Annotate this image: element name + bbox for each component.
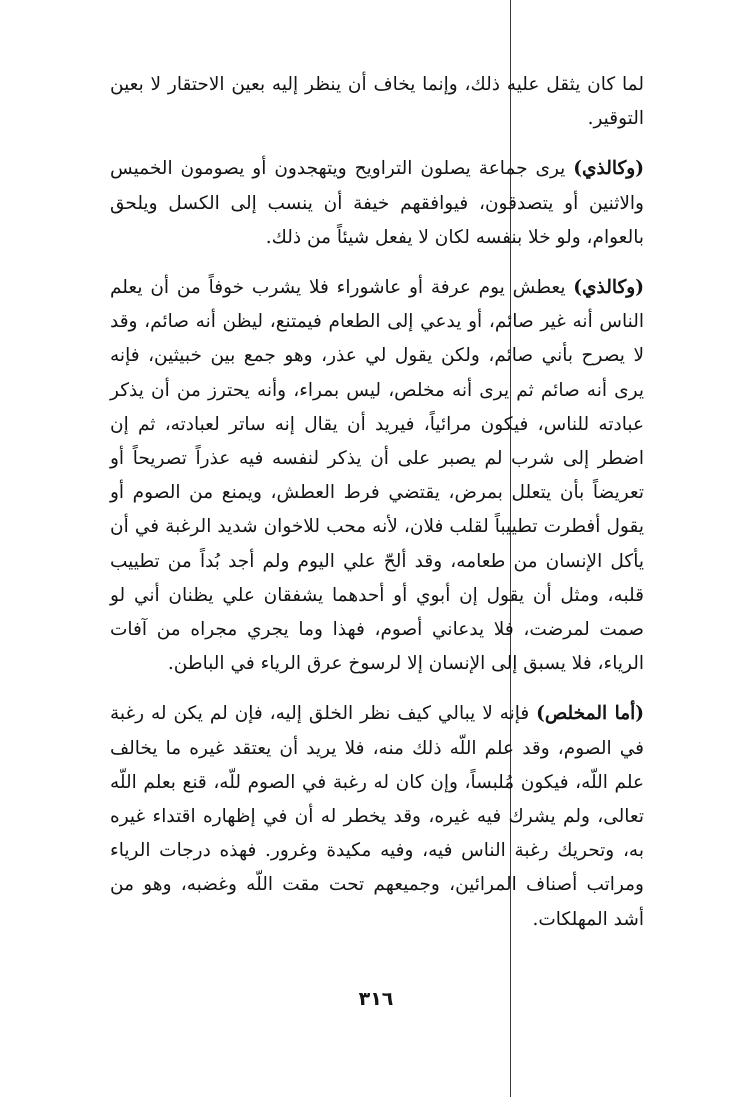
- page-number: ٣١٦: [358, 988, 394, 1010]
- paragraph-1: [110, 68, 644, 136]
- body-text: [110, 68, 644, 953]
- paragraph-3-text: يعطش يوم عرفة أو عاشوراء فلا يشرب خوفاً من أن يعلم الناس أنه غير صائم، أو يدعي إلى الطعام فيمتنع، ليظن أنه صائم، وقد لا يصرح بأني صائم، ولكن يقول لي عذر، وهو جمع بين خبيثين، فإنه يرى أنه صائم ثم يرى أنه مخلص، ليس بمراء، وأنه يحترز من أن يذكر عبادته للناس، فيكون مرائياً، فيريد أن يقال إنه ساتر لعبادته، ثم إن اضطر إلى شرب لم يصبر على أن يذكر لنفسه فيه عذراً تصريحاً أو تعريضاً بأن يتعلل بمرض، يقتضي فرط العطش، ويمنع من الصوم أو يقول أفطرت تطييباً لقلب فلان، لأنه محب للاخوان شديد الرغبة في أن يأكل الإنسان من طعامه، وقد ألحّ علي اليوم ولم أجد بُداً من تطييب قلبه، ومثل أن يقول إن أبوي أو أحدهما يشفقان علي يظنان أني لو صمت لمرضت، فلا يدعاني أصوم، فهذا وما يجري مجراه من آفات الرياء، فلا يسبق إلى الإنسان إلا لرسوخ عرق الرياء في الباطن.: [110, 277, 644, 675]
- paragraph-4-text: فإنه لا يبالي كيف نظر الخلق إليه، فإن لم يكن له رغبة في الصوم، وقد علم اللّه ذلك منه، فلا يريد أن يعتقد غيره ما يخالف علم اللّه، فيكون مُلبساً، وإن كان له رغبة في الصوم للّه، قنع بعلم اللّه تعالى، ولم يشرك فيه غيره، وقد يخطر له أن في إظهاره اقتداء غيره به، وتحريك رغبة الناس فيه، وفيه مكيدة وغرور. فهذه درجات الرياء ومراتب أصناف المرائين، وجميعهم تحت مقت اللّه وغضبه، وهو من أشد المهلكات.: [110, 703, 644, 930]
- paragraph-3: [110, 271, 644, 681]
- paragraph-3-lead: (وكالذي): [573, 277, 644, 299]
- paragraph-4-lead: (أما المخلص): [536, 703, 645, 725]
- paragraph-4: [110, 697, 644, 936]
- paragraph-2: [110, 152, 644, 255]
- paragraph-2-lead: (وكالذي): [573, 158, 644, 180]
- paragraph-1-text: لما كان يثقل عليه ذلك، وإنما يخاف أن ينظر إليه بعين الاحتقار لا بعين التوقير.: [110, 74, 644, 130]
- paragraph-2-text: يرى جماعة يصلون التراويح ويتهجدون أو يصومون الخميس والاثنين أو يتصدقون، فيوافقهم خيفة أن ينسب إلى الكسل ويلحق بالعوام، ولو خلا بنفسه لكان لا يفعل شيئاً من ذلك.: [110, 158, 644, 248]
